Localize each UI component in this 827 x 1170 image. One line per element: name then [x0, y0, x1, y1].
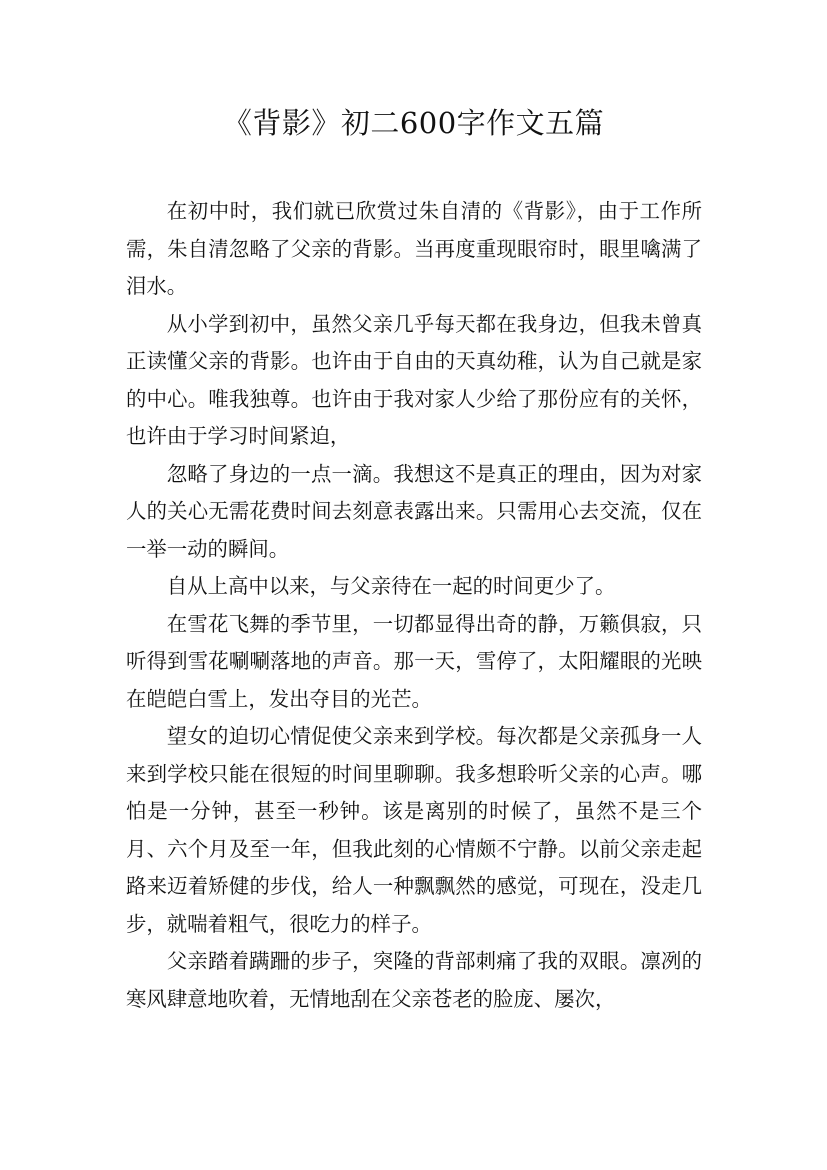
paragraph-6: 望女的迫切心情促使父亲来到学校。每次都是父亲孤身一人来到学校只能在很短的时间里聊聊。我多想聆听父亲的心声。哪怕是一分钟，甚至一秒钟。该是离别的时候了，虽然不是三个月、六个月及至一年，但我此刻的心情颇不宁静。以前父亲走起路来迈着矫健的步伐，给人一种飘飘然的感觉，可现在，没走几步，就喘着粗气，很吃力的样子。: [126, 724, 702, 936]
paragraph-1: 在初中时，我们就已欣赏过朱自清的《背影》，由于工作所需，朱自清忽略了父亲的背影。当再度重现眼帘时，眼里噙满了泪水。: [126, 199, 702, 298]
paragraph-5: 在雪花飞舞的季节里，一切都显得出奇的静，万籁俱寂，只听得到雪花唰唰落地的声音。那一天，雪停了，太阳耀眼的光映在皑皑白雪上，发出夺目的光芒。: [126, 611, 702, 711]
paragraph-2: 从小学到初中，虽然父亲几乎每天都在我身边，但我未曾真正读懂父亲的背影。也许由于自由的天真幼稚，认为自己就是家的中心。唯我独尊。也许由于我对家人少给了那份应有的关怀，也许由于学习时间紧迫，: [126, 311, 702, 448]
paragraph-7: 父亲踏着蹒跚的步子，突隆的背部刺痛了我的双眼。凛冽的寒风肆意地吹着，无情地刮在父亲苍老的脸庞、屡次，: [126, 949, 702, 1011]
paragraph-3: 忽略了身边的一点一滴。我想这不是真正的理由，因为对家人的关心无需花费时间去刻意表露出来。只需用心去交流，仅在一举一动的瞬间。: [126, 461, 702, 561]
document-body: [126, 193, 702, 1018]
document-title: 《背影》初二600字作文五篇: [222, 106, 605, 140]
paragraph-4: 自从上高中以来，与父亲待在一起的时间更少了。: [166, 574, 616, 598]
